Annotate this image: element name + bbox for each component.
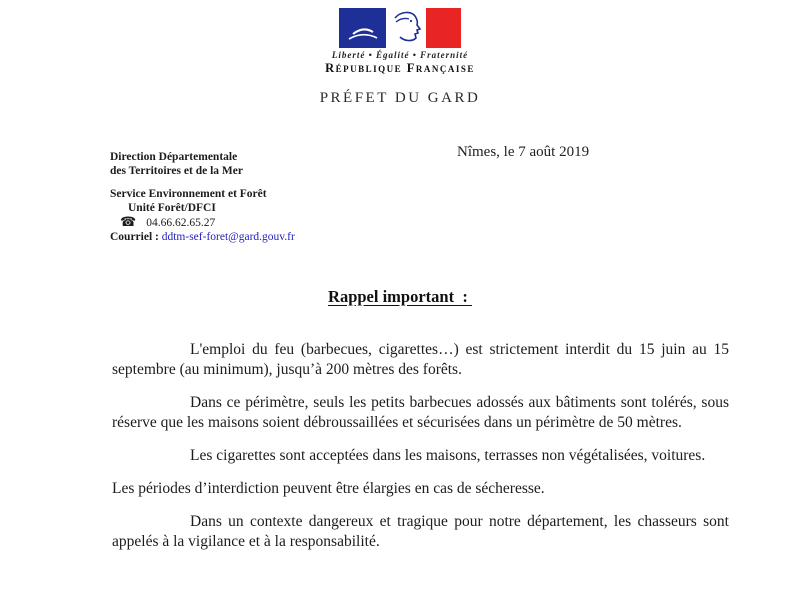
logo-republic-name: République Française	[325, 61, 475, 75]
sender-unit-line: Unité Forêt/DFCI	[128, 202, 216, 214]
sender-service-line: Service Environnement et Forêt	[110, 188, 267, 200]
logo-motto: Liberté • Égalité • Fraternité	[331, 50, 469, 60]
spacer	[110, 178, 295, 187]
paragraph-fire-ban: L'emploi du feu (barbecues, cigarettes…) est strictement interdit du 15 juin au 15 septembre (au minimum), jusqu’à 200 mètres des forêts.	[112, 341, 729, 378]
sender-email-label: Courriel :	[110, 231, 159, 243]
paragraph-cigarettes: Les cigarettes sont acceptées dans les maisons, terrasses non végétalisées, voitures.	[190, 447, 706, 464]
prefecture-title: PRÉFET DU GARD	[319, 90, 481, 106]
paragraph-barbecues: Dans ce périmètre, seuls les petits barbecues adossés aux bâtiments sont tolérés, sous réserve que les maisons soient débroussaillées et sécurisées dans un périmètre de 50 mètres.	[112, 394, 729, 431]
sender-phone-number: 04.66.62.65.27	[146, 217, 216, 229]
letter-body	[112, 340, 729, 565]
republique-francaise-logo	[0, 8, 800, 76]
sender-direction-line2: des Territoires et de la Mer	[110, 165, 243, 177]
document-title	[0, 287, 800, 307]
paragraph-hunters: Dans un contexte dangereux et tragique pour notre département, les chasseurs sont appelés à la vigilance et à la responsabilité.	[112, 513, 729, 550]
sender-email-row	[110, 230, 295, 244]
sender-block	[110, 150, 295, 244]
dateline: Nîmes, le 7 août 2019	[457, 144, 590, 160]
paragraph-drought: Les périodes d’interdiction peuvent être élargies en cas de sécheresse.	[112, 480, 545, 497]
marianne-flag-icon	[339, 8, 461, 48]
sender-email-link[interactable]: ddtm-sef-foret@gard.gouv.fr	[161, 231, 295, 243]
sender-phone-row	[120, 215, 295, 230]
telephone-icon: ☎	[120, 214, 137, 229]
document-title-text: Rappel important :	[328, 287, 472, 306]
sender-direction-line1: Direction Départementale	[110, 151, 238, 163]
